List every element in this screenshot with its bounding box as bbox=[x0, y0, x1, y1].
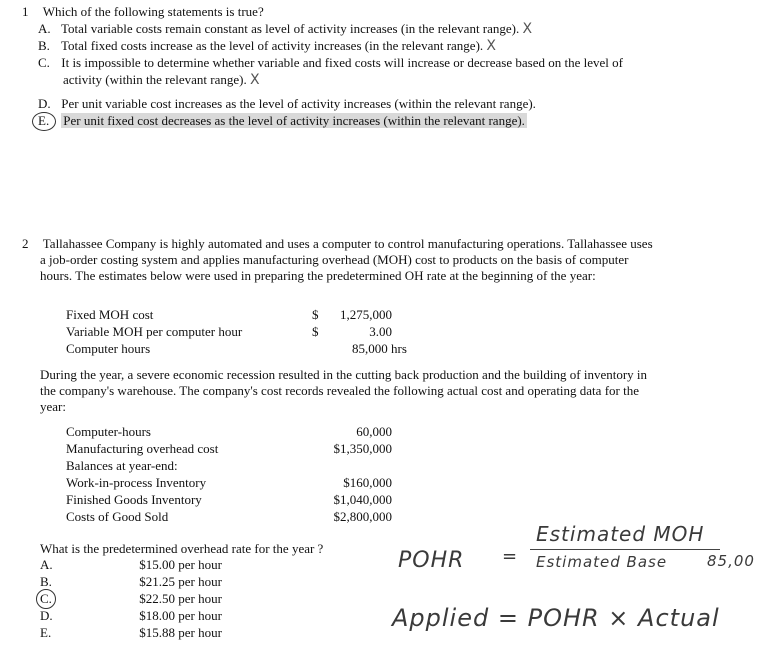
actual-label-moh-cost: Manufacturing overhead cost bbox=[66, 441, 219, 456]
estimate-label-variable-moh: Variable MOH per computer hour bbox=[66, 324, 243, 339]
q2-option-e-letter: E. bbox=[40, 625, 52, 640]
q1-option-a[interactable] bbox=[38, 21, 532, 37]
q1-option-c-text2: activity (within the relevant range). bbox=[63, 72, 247, 87]
q1-option-e-letter: E. bbox=[38, 113, 50, 128]
q2-option-b[interactable] bbox=[40, 574, 222, 590]
q1-option-c-line2 bbox=[63, 72, 260, 88]
q1-option-e-text: Per unit fixed cost decreases as the level of activity increases (within the relevant range). bbox=[63, 113, 525, 128]
q2-option-c-text: $22.50 per hour bbox=[139, 591, 222, 606]
actual-label-finished-goods: Finished Goods Inventory bbox=[66, 492, 202, 507]
handwriting-pohr: POHR bbox=[398, 548, 465, 573]
q1-option-a-text: Total variable costs remain constant as level of activity increases (in the relevant range). bbox=[61, 21, 520, 36]
handwriting-numerator: Estimated MOH bbox=[536, 522, 705, 546]
q2-para-line-2: the company's warehouse. The company's cost records revealed the following actual cost and operating data for the bbox=[40, 383, 639, 398]
q2-option-a[interactable] bbox=[40, 557, 222, 573]
q1-option-e[interactable] bbox=[38, 113, 527, 129]
handwriting-equals: = bbox=[502, 546, 519, 567]
actual-label-cogs: Costs of Good Sold bbox=[66, 509, 169, 524]
q1-option-c[interactable] bbox=[38, 55, 623, 71]
q2-option-a-text: $15.00 per hour bbox=[139, 557, 222, 572]
q2-option-c-letter: C. bbox=[40, 591, 52, 606]
q1-option-d-letter: D. bbox=[38, 96, 51, 111]
estimate-currency-variable-moh: $ bbox=[312, 324, 319, 339]
q2-option-d[interactable] bbox=[40, 608, 222, 624]
q1-option-a-x-mark: X bbox=[522, 21, 533, 37]
q1-option-b-x-mark: X bbox=[486, 38, 496, 54]
q2-stem-line-3: hours. The estimates below were used in preparing the predetermined OH rate at the beginning of the year: bbox=[40, 268, 596, 283]
actual-value-computer-hours: 60,000 bbox=[356, 424, 392, 439]
q2-number: 2 bbox=[22, 236, 29, 251]
q1-option-b-text: Total fixed costs increase as the level of activity increases (in the relevant range). bbox=[61, 38, 484, 53]
q1-option-b[interactable] bbox=[38, 38, 496, 54]
q1-option-c-letter: C. bbox=[38, 55, 50, 70]
q2-option-e-text: $15.88 per hour bbox=[139, 625, 222, 640]
q2-option-a-letter: A. bbox=[40, 557, 53, 572]
q1-stem bbox=[22, 4, 264, 20]
q2-option-b-letter: B. bbox=[40, 574, 52, 589]
q2-option-d-letter: D. bbox=[40, 608, 53, 623]
q1-stem-text: Which of the following statements is true? bbox=[42, 4, 264, 19]
handwriting-denominator: Estimated Base bbox=[536, 553, 668, 571]
q2-stem-line-2: a job-order costing system and applies manufacturing overhead (MOH) cost to products on the basis of computer bbox=[40, 252, 629, 267]
q1-option-d-text: Per unit variable cost increases as the level of activity increases (within the relevant range). bbox=[61, 96, 536, 111]
estimate-value-computer-hours: 85,000 hrs bbox=[352, 341, 407, 356]
q1-option-c-x-mark: X bbox=[249, 72, 260, 88]
estimate-label-computer-hours: Computer hours bbox=[66, 341, 151, 356]
q1-option-d[interactable] bbox=[38, 96, 536, 112]
q2-selected-circle bbox=[36, 589, 56, 609]
q2-stem-line-1 bbox=[22, 236, 653, 252]
handwriting-fraction-bar bbox=[530, 549, 720, 550]
q2-option-e[interactable] bbox=[40, 625, 222, 641]
actual-value-finished-goods: $1,040,000 bbox=[333, 492, 392, 507]
q1-option-b-letter: B. bbox=[38, 38, 50, 53]
q1-number: 1 bbox=[22, 4, 29, 19]
q1-option-c-text: It is impossible to determine whether variable and fixed costs will increase or decrease based on the level of bbox=[61, 55, 623, 70]
q1-option-a-letter: A. bbox=[38, 21, 51, 36]
actual-label-computer-hours: Computer-hours bbox=[66, 424, 151, 439]
estimate-label-fixed-moh: Fixed MOH cost bbox=[66, 307, 154, 322]
q2-para-line-3: year: bbox=[40, 399, 66, 414]
q2-stem-text-1: Tallahassee Company is highly automated and uses a computer to control manufacturing operations. Tallahassee uses bbox=[42, 236, 653, 251]
estimate-value-variable-moh: 3.00 bbox=[369, 324, 392, 339]
q2-option-c[interactable] bbox=[40, 591, 222, 607]
q2-question: What is the predetermined overhead rate for the year ? bbox=[40, 541, 324, 556]
q2-para-line-1: During the year, a severe economic recession resulted in the cutting back production and the building of inventory in bbox=[40, 367, 648, 382]
actual-label-wip: Work-in-process Inventory bbox=[66, 475, 207, 490]
q2-option-b-text: $21.25 per hour bbox=[139, 574, 222, 589]
actual-value-cogs: $2,800,000 bbox=[333, 509, 392, 524]
actual-value-wip: $160,000 bbox=[343, 475, 392, 490]
q2-option-d-text: $18.00 per hour bbox=[139, 608, 222, 623]
estimate-value-fixed-moh: 1,275,000 bbox=[340, 307, 392, 322]
estimate-currency-fixed-moh: $ bbox=[312, 307, 319, 322]
handwriting-base-value: 85,00 bbox=[707, 552, 755, 570]
actual-label-balances-heading: Balances at year-end: bbox=[66, 458, 178, 473]
q1-selected-circle bbox=[32, 112, 56, 131]
actual-value-moh-cost: $1,350,000 bbox=[333, 441, 392, 456]
handwriting-applied-formula: Applied = POHR × Actual bbox=[392, 604, 720, 632]
